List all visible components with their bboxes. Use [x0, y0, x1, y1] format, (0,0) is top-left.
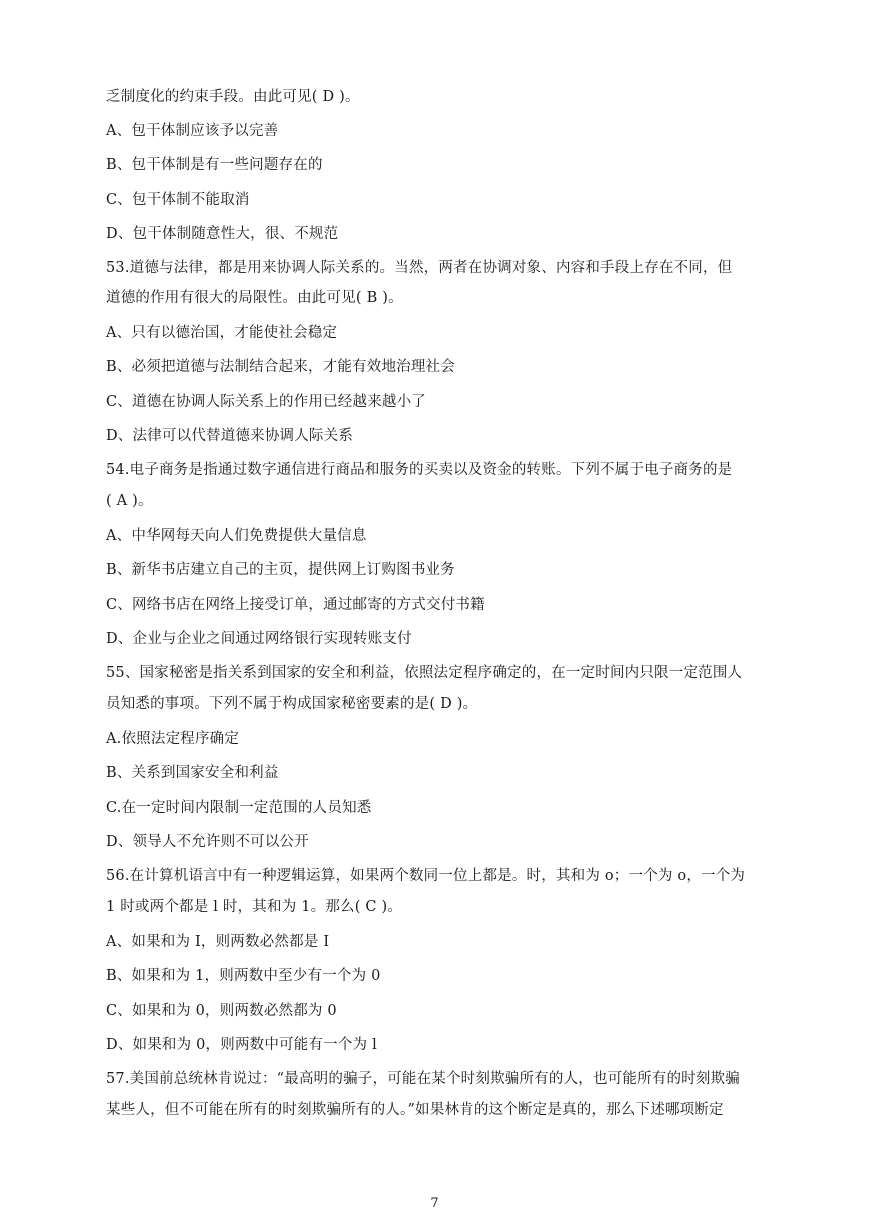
text-line: 1 时或两个都是 l 时，其和为 1。那么( C )。: [106, 899, 403, 915]
option-line: D、领导人不允许则不可以公开: [106, 834, 309, 850]
question-53: 53.道德与法律，都是用来协调人际关系的。当然，两者在协调对象、内容和手段上存在不同，但: [106, 260, 733, 276]
option-line: D、如果和为 0，则两数中可能有一个为 l: [106, 1037, 377, 1053]
option-line: B、新华书店建立自己的主页，提供网上订购图书业务: [106, 562, 455, 578]
option-line: B、如果和为 1，则两数中至少有一个为 0: [106, 968, 381, 984]
text-line: 道德的作用有很大的局限性。由此可见( B )。: [106, 290, 403, 306]
option-line: C、网络书店在网络上接受订单，通过邮寄的方式交付书籍: [106, 597, 485, 613]
option-line: C、如果和为 0，则两数必然都为 0: [106, 1003, 337, 1019]
question-57: 57.美国前总统林肯说过：“最高明的骗子，可能在某个时刻欺骗所有的人，也可能所有的时刻欺骗: [106, 1071, 740, 1087]
option-line: C、包干体制不能取消: [106, 192, 250, 208]
text-line: 员知悉的事项。下列不属于构成国家秘密要素的是( D )。: [106, 696, 478, 712]
option-line: B、包干体制是有一些问题存在的: [106, 157, 323, 173]
option-line: A、如果和为 I，则两数必然都是 I: [106, 934, 330, 950]
option-line: D、企业与企业之间通过网络银行实现转账支付: [106, 631, 412, 647]
text-line: 乏制度化的约束手段。由此可见( D )。: [106, 89, 360, 105]
option-line: D、包干体制随意性大，很、不规范: [106, 226, 339, 242]
question-55: 55、国家秘密是指关系到国家的安全和利益，依照法定程序确定的，在一定时间内只限一定范围人: [106, 665, 743, 681]
text-line: ( A )。: [106, 493, 153, 509]
option-line: A、包干体制应该予以完善: [106, 123, 279, 139]
option-line: A、只有以德治国，才能使社会稳定: [106, 325, 338, 341]
option-line: A、中华网每天向人们免费提供大量信息: [106, 528, 367, 544]
option-line: D、法律可以代替道德来协调人际关系: [106, 428, 354, 444]
option-line: C、道德在协调人际关系上的作用已经越来越小了: [106, 394, 426, 410]
option-line: B、必须把道德与法制结合起来，才能有效地治理社会: [106, 359, 455, 375]
option-line: B、关系到国家安全和利益: [106, 765, 279, 781]
option-line: A.依照法定程序确定: [106, 731, 240, 747]
question-54: 54.电子商务是指通过数字通信进行商品和服务的买卖以及资金的转账。下列不属于电子商务的是: [106, 462, 733, 478]
option-line: C.在一定时间内限制一定范围的人员知悉: [106, 800, 372, 816]
question-56: 56.在计算机语言中有一种逻辑运算，如果两个数同一位上都是。时，其和为 o；一个为 o，一个为: [106, 868, 746, 884]
page-number: 7: [430, 1196, 439, 1211]
text-line: 某些人，但不可能在所有的时刻欺骗所有的人。”如果林肯的这个断定是真的，那么下述哪项断定: [106, 1102, 724, 1118]
